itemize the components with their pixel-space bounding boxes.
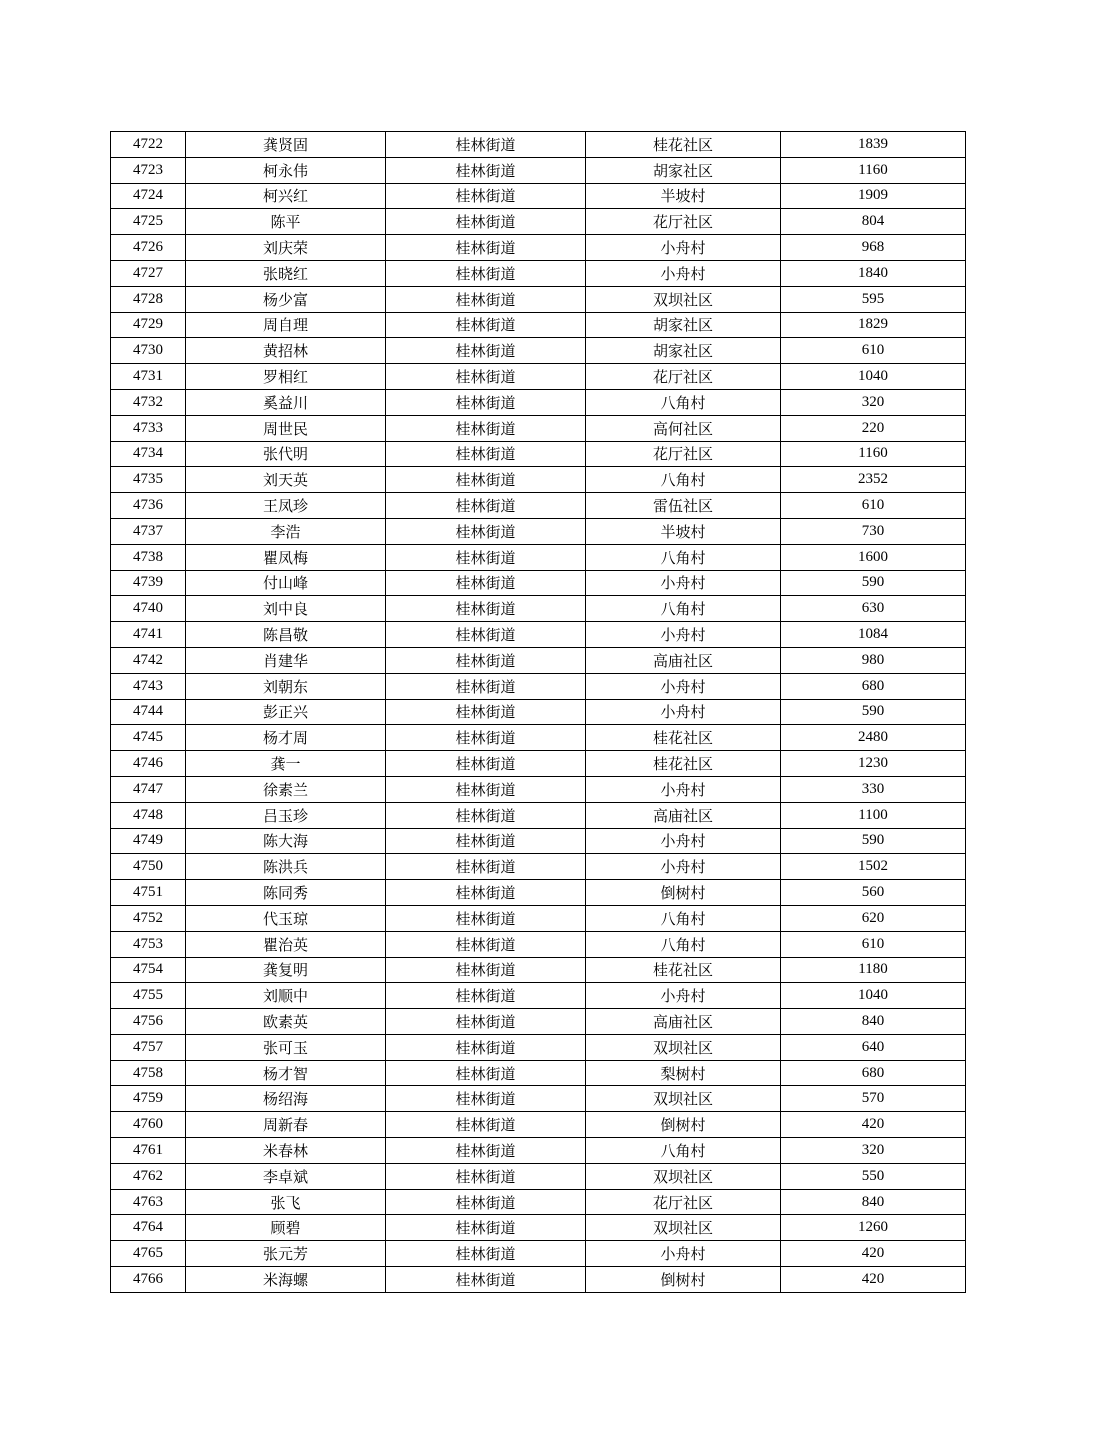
table-row — [111, 235, 966, 261]
cell-amount: 320 — [781, 389, 966, 415]
cell-name: 龚贤固 — [186, 132, 386, 158]
cell-name: 代玉琼 — [186, 905, 386, 931]
cell-street: 桂林街道 — [386, 1060, 586, 1086]
table-row — [111, 725, 966, 751]
cell-id: 4744 — [111, 699, 186, 725]
cell-amount: 220 — [781, 415, 966, 441]
table-row — [111, 338, 966, 364]
cell-id: 4739 — [111, 570, 186, 596]
cell-street: 桂林街道 — [386, 389, 586, 415]
table-row — [111, 1215, 966, 1241]
cell-community: 高庙社区 — [586, 647, 781, 673]
cell-amount: 610 — [781, 931, 966, 957]
cell-amount: 330 — [781, 776, 966, 802]
cell-id: 4730 — [111, 338, 186, 364]
cell-community: 桂花社区 — [586, 751, 781, 777]
cell-id: 4725 — [111, 209, 186, 235]
cell-community: 小舟村 — [586, 235, 781, 261]
cell-street: 桂林街道 — [386, 983, 586, 1009]
cell-amount: 1260 — [781, 1215, 966, 1241]
cell-street: 桂林街道 — [386, 415, 586, 441]
table-row — [111, 1138, 966, 1164]
cell-amount: 620 — [781, 905, 966, 931]
cell-amount: 730 — [781, 518, 966, 544]
roster-table — [110, 131, 966, 1293]
cell-name: 杨绍海 — [186, 1086, 386, 1112]
cell-id: 4728 — [111, 286, 186, 312]
cell-street: 桂林街道 — [386, 570, 586, 596]
cell-street: 桂林街道 — [386, 957, 586, 983]
cell-community: 八角村 — [586, 389, 781, 415]
cell-id: 4758 — [111, 1060, 186, 1086]
cell-community: 桂花社区 — [586, 725, 781, 751]
table-row — [111, 802, 966, 828]
cell-community: 梨树村 — [586, 1060, 781, 1086]
cell-amount: 680 — [781, 1060, 966, 1086]
cell-id: 4751 — [111, 880, 186, 906]
cell-street: 桂林街道 — [386, 622, 586, 648]
table-row — [111, 570, 966, 596]
cell-community: 双坝社区 — [586, 1163, 781, 1189]
table-row — [111, 1009, 966, 1035]
cell-name: 张元芳 — [186, 1241, 386, 1267]
cell-name: 张可玉 — [186, 1034, 386, 1060]
cell-street: 桂林街道 — [386, 1215, 586, 1241]
cell-street: 桂林街道 — [386, 1163, 586, 1189]
cell-community: 半坡村 — [586, 183, 781, 209]
cell-street: 桂林街道 — [386, 235, 586, 261]
cell-community: 倒树村 — [586, 880, 781, 906]
cell-amount: 420 — [781, 1267, 966, 1293]
cell-community: 花厅社区 — [586, 1189, 781, 1215]
cell-street: 桂林街道 — [386, 132, 586, 158]
cell-amount: 1180 — [781, 957, 966, 983]
table-row — [111, 1189, 966, 1215]
cell-street: 桂林街道 — [386, 596, 586, 622]
cell-name: 周自理 — [186, 312, 386, 338]
table-row — [111, 1060, 966, 1086]
cell-community: 桂花社区 — [586, 132, 781, 158]
cell-name: 柯永伟 — [186, 157, 386, 183]
cell-amount: 980 — [781, 647, 966, 673]
table-row — [111, 493, 966, 519]
cell-street: 桂林街道 — [386, 880, 586, 906]
cell-street: 桂林街道 — [386, 1009, 586, 1035]
cell-name: 黄招林 — [186, 338, 386, 364]
cell-amount: 595 — [781, 286, 966, 312]
cell-name: 顾碧 — [186, 1215, 386, 1241]
table-row — [111, 1112, 966, 1138]
table-row — [111, 673, 966, 699]
cell-id: 4757 — [111, 1034, 186, 1060]
cell-name: 张飞 — [186, 1189, 386, 1215]
table-row — [111, 389, 966, 415]
cell-id: 4747 — [111, 776, 186, 802]
cell-id: 4765 — [111, 1241, 186, 1267]
cell-street: 桂林街道 — [386, 905, 586, 931]
cell-street: 桂林街道 — [386, 1086, 586, 1112]
cell-name: 彭正兴 — [186, 699, 386, 725]
cell-community: 双坝社区 — [586, 1215, 781, 1241]
cell-name: 张晓红 — [186, 260, 386, 286]
cell-street: 桂林街道 — [386, 1241, 586, 1267]
cell-name: 罗相红 — [186, 364, 386, 390]
table-row — [111, 415, 966, 441]
cell-amount: 1829 — [781, 312, 966, 338]
cell-street: 桂林街道 — [386, 544, 586, 570]
cell-street: 桂林街道 — [386, 441, 586, 467]
cell-id: 4746 — [111, 751, 186, 777]
table-row — [111, 260, 966, 286]
cell-id: 4729 — [111, 312, 186, 338]
cell-amount: 968 — [781, 235, 966, 261]
cell-street: 桂林街道 — [386, 828, 586, 854]
cell-name: 徐素兰 — [186, 776, 386, 802]
table-row — [111, 983, 966, 1009]
cell-id: 4750 — [111, 854, 186, 880]
cell-id: 4755 — [111, 983, 186, 1009]
cell-amount: 1840 — [781, 260, 966, 286]
table-row — [111, 364, 966, 390]
table-row — [111, 647, 966, 673]
cell-street: 桂林街道 — [386, 673, 586, 699]
cell-community: 花厅社区 — [586, 209, 781, 235]
cell-name: 刘天英 — [186, 467, 386, 493]
cell-id: 4735 — [111, 467, 186, 493]
cell-name: 杨才周 — [186, 725, 386, 751]
cell-community: 花厅社区 — [586, 441, 781, 467]
cell-community: 倒树村 — [586, 1112, 781, 1138]
table-row — [111, 828, 966, 854]
cell-amount: 610 — [781, 493, 966, 519]
cell-community: 高何社区 — [586, 415, 781, 441]
cell-street: 桂林街道 — [386, 312, 586, 338]
cell-name: 陈同秀 — [186, 880, 386, 906]
cell-community: 小舟村 — [586, 828, 781, 854]
cell-name: 刘朝东 — [186, 673, 386, 699]
cell-community: 半坡村 — [586, 518, 781, 544]
cell-amount: 1084 — [781, 622, 966, 648]
cell-name: 米春林 — [186, 1138, 386, 1164]
table-row — [111, 699, 966, 725]
table-row — [111, 622, 966, 648]
table-row — [111, 132, 966, 158]
cell-amount: 1040 — [781, 983, 966, 1009]
table-row — [111, 1034, 966, 1060]
table-row — [111, 157, 966, 183]
cell-community: 小舟村 — [586, 570, 781, 596]
cell-id: 4731 — [111, 364, 186, 390]
cell-community: 小舟村 — [586, 776, 781, 802]
cell-id: 4740 — [111, 596, 186, 622]
cell-community: 八角村 — [586, 467, 781, 493]
cell-street: 桂林街道 — [386, 1189, 586, 1215]
cell-street: 桂林街道 — [386, 751, 586, 777]
cell-amount: 570 — [781, 1086, 966, 1112]
table-row — [111, 209, 966, 235]
cell-id: 4743 — [111, 673, 186, 699]
cell-community: 小舟村 — [586, 260, 781, 286]
cell-amount: 2480 — [781, 725, 966, 751]
cell-community: 小舟村 — [586, 699, 781, 725]
table-row — [111, 518, 966, 544]
cell-street: 桂林街道 — [386, 1112, 586, 1138]
cell-community: 八角村 — [586, 544, 781, 570]
cell-name: 吕玉珍 — [186, 802, 386, 828]
table-row — [111, 596, 966, 622]
cell-id: 4723 — [111, 157, 186, 183]
cell-id: 4748 — [111, 802, 186, 828]
cell-street: 桂林街道 — [386, 776, 586, 802]
cell-amount: 804 — [781, 209, 966, 235]
cell-id: 4732 — [111, 389, 186, 415]
cell-id: 4724 — [111, 183, 186, 209]
cell-community: 小舟村 — [586, 673, 781, 699]
cell-street: 桂林街道 — [386, 518, 586, 544]
cell-amount: 1909 — [781, 183, 966, 209]
cell-community: 桂花社区 — [586, 957, 781, 983]
table-row — [111, 905, 966, 931]
cell-street: 桂林街道 — [386, 725, 586, 751]
cell-name: 陈平 — [186, 209, 386, 235]
cell-name: 龚一 — [186, 751, 386, 777]
cell-community: 花厅社区 — [586, 364, 781, 390]
cell-street: 桂林街道 — [386, 1034, 586, 1060]
cell-name: 陈洪兵 — [186, 854, 386, 880]
table-body — [111, 132, 966, 1293]
cell-amount: 1100 — [781, 802, 966, 828]
cell-street: 桂林街道 — [386, 338, 586, 364]
cell-amount: 320 — [781, 1138, 966, 1164]
cell-amount: 640 — [781, 1034, 966, 1060]
cell-community: 雷伍社区 — [586, 493, 781, 519]
cell-id: 4752 — [111, 905, 186, 931]
cell-amount: 590 — [781, 828, 966, 854]
table-row — [111, 751, 966, 777]
cell-community: 双坝社区 — [586, 1086, 781, 1112]
cell-amount: 1160 — [781, 441, 966, 467]
cell-community: 八角村 — [586, 1138, 781, 1164]
cell-id: 4734 — [111, 441, 186, 467]
cell-amount: 2352 — [781, 467, 966, 493]
table-row — [111, 880, 966, 906]
cell-street: 桂林街道 — [386, 802, 586, 828]
cell-amount: 610 — [781, 338, 966, 364]
cell-name: 刘庆荣 — [186, 235, 386, 261]
cell-name: 刘顺中 — [186, 983, 386, 1009]
cell-street: 桂林街道 — [386, 157, 586, 183]
cell-id: 4766 — [111, 1267, 186, 1293]
table-row — [111, 183, 966, 209]
cell-name: 柯兴红 — [186, 183, 386, 209]
cell-community: 八角村 — [586, 905, 781, 931]
cell-id: 4745 — [111, 725, 186, 751]
cell-id: 4763 — [111, 1189, 186, 1215]
cell-name: 瞿凤梅 — [186, 544, 386, 570]
cell-street: 桂林街道 — [386, 854, 586, 880]
table-row — [111, 1241, 966, 1267]
cell-amount: 1600 — [781, 544, 966, 570]
cell-id: 4733 — [111, 415, 186, 441]
cell-name: 龚复明 — [186, 957, 386, 983]
cell-amount: 1230 — [781, 751, 966, 777]
cell-amount: 1040 — [781, 364, 966, 390]
table-row — [111, 467, 966, 493]
cell-amount: 630 — [781, 596, 966, 622]
cell-name: 陈昌敬 — [186, 622, 386, 648]
cell-street: 桂林街道 — [386, 493, 586, 519]
cell-community: 小舟村 — [586, 622, 781, 648]
cell-community: 胡家社区 — [586, 338, 781, 364]
cell-id: 4749 — [111, 828, 186, 854]
cell-name: 李卓斌 — [186, 1163, 386, 1189]
table-row — [111, 854, 966, 880]
table-row — [111, 776, 966, 802]
cell-name: 李浩 — [186, 518, 386, 544]
cell-id: 4761 — [111, 1138, 186, 1164]
cell-street: 桂林街道 — [386, 364, 586, 390]
cell-community: 八角村 — [586, 931, 781, 957]
table-row — [111, 1086, 966, 1112]
cell-street: 桂林街道 — [386, 209, 586, 235]
cell-name: 王凤珍 — [186, 493, 386, 519]
cell-street: 桂林街道 — [386, 1138, 586, 1164]
cell-community: 高庙社区 — [586, 802, 781, 828]
cell-name: 周新春 — [186, 1112, 386, 1138]
cell-community: 小舟村 — [586, 854, 781, 880]
cell-id: 4722 — [111, 132, 186, 158]
cell-name: 欧素英 — [186, 1009, 386, 1035]
cell-amount: 680 — [781, 673, 966, 699]
cell-name: 杨才智 — [186, 1060, 386, 1086]
cell-id: 4741 — [111, 622, 186, 648]
cell-id: 4753 — [111, 931, 186, 957]
cell-street: 桂林街道 — [386, 260, 586, 286]
table-row — [111, 544, 966, 570]
cell-name: 刘中良 — [186, 596, 386, 622]
cell-street: 桂林街道 — [386, 699, 586, 725]
cell-amount: 420 — [781, 1112, 966, 1138]
cell-amount: 590 — [781, 570, 966, 596]
cell-amount: 1502 — [781, 854, 966, 880]
cell-community: 小舟村 — [586, 1241, 781, 1267]
cell-id: 4760 — [111, 1112, 186, 1138]
cell-id: 4754 — [111, 957, 186, 983]
cell-name: 奚益川 — [186, 389, 386, 415]
cell-name: 周世民 — [186, 415, 386, 441]
table-row — [111, 441, 966, 467]
table-row — [111, 957, 966, 983]
cell-id: 4738 — [111, 544, 186, 570]
cell-amount: 560 — [781, 880, 966, 906]
cell-street: 桂林街道 — [386, 467, 586, 493]
cell-id: 4736 — [111, 493, 186, 519]
cell-community: 胡家社区 — [586, 157, 781, 183]
cell-id: 4759 — [111, 1086, 186, 1112]
cell-id: 4726 — [111, 235, 186, 261]
cell-name: 陈大海 — [186, 828, 386, 854]
cell-id: 4764 — [111, 1215, 186, 1241]
cell-street: 桂林街道 — [386, 286, 586, 312]
cell-community: 双坝社区 — [586, 286, 781, 312]
cell-id: 4737 — [111, 518, 186, 544]
table-row — [111, 312, 966, 338]
cell-community: 八角村 — [586, 596, 781, 622]
cell-street: 桂林街道 — [386, 1267, 586, 1293]
cell-community: 高庙社区 — [586, 1009, 781, 1035]
cell-amount: 1839 — [781, 132, 966, 158]
table-row — [111, 1267, 966, 1293]
cell-name: 肖建华 — [186, 647, 386, 673]
cell-community: 胡家社区 — [586, 312, 781, 338]
cell-id: 4756 — [111, 1009, 186, 1035]
cell-community: 小舟村 — [586, 983, 781, 1009]
cell-name: 杨少富 — [186, 286, 386, 312]
cell-id: 4727 — [111, 260, 186, 286]
cell-community: 倒树村 — [586, 1267, 781, 1293]
cell-street: 桂林街道 — [386, 647, 586, 673]
cell-name: 米海螺 — [186, 1267, 386, 1293]
cell-amount: 840 — [781, 1009, 966, 1035]
cell-amount: 590 — [781, 699, 966, 725]
cell-name: 瞿治英 — [186, 931, 386, 957]
cell-name: 张代明 — [186, 441, 386, 467]
cell-amount: 1160 — [781, 157, 966, 183]
cell-id: 4762 — [111, 1163, 186, 1189]
cell-amount: 840 — [781, 1189, 966, 1215]
table-row — [111, 286, 966, 312]
cell-id: 4742 — [111, 647, 186, 673]
cell-amount: 420 — [781, 1241, 966, 1267]
cell-street: 桂林街道 — [386, 931, 586, 957]
cell-amount: 550 — [781, 1163, 966, 1189]
cell-name: 付山峰 — [186, 570, 386, 596]
cell-street: 桂林街道 — [386, 183, 586, 209]
cell-community: 双坝社区 — [586, 1034, 781, 1060]
table-row — [111, 931, 966, 957]
table-row — [111, 1163, 966, 1189]
